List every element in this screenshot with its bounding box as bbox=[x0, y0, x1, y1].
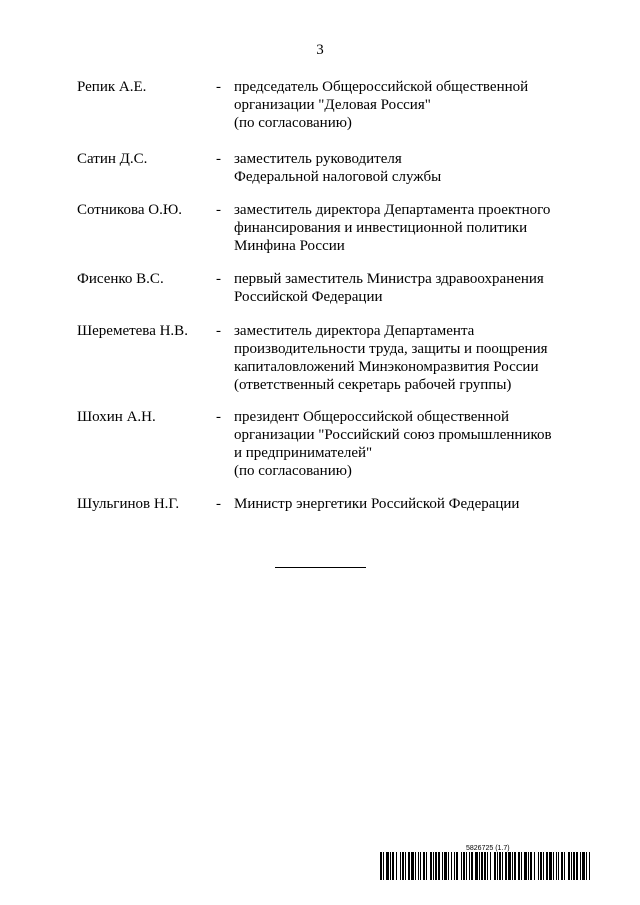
member-name: Репик А.Е. bbox=[77, 79, 147, 95]
page-number: 3 bbox=[316, 42, 324, 58]
member-entry bbox=[77, 201, 597, 270]
member-name: Сотникова О.Ю. bbox=[77, 202, 182, 218]
member-dash: - bbox=[216, 271, 221, 287]
member-entry bbox=[77, 78, 597, 150]
member-name: Шереметева Н.В. bbox=[77, 323, 188, 339]
member-role: президент Общероссийской общественной организации "Российский союз промышленников и предпринимателей" (по согласованию) bbox=[234, 409, 552, 479]
member-name: Фисенко В.С. bbox=[77, 271, 164, 287]
member-role: заместитель руководителя Федеральной налоговой службы bbox=[234, 151, 442, 185]
member-role: заместитель директора Департамента производительности труда, защиты и поощрения капиталовложений Минэкономразвития России (ответственный секретарь рабочей группы) bbox=[234, 323, 548, 393]
member-entry bbox=[77, 408, 597, 495]
separator-line bbox=[275, 567, 366, 568]
member-entry bbox=[77, 150, 597, 201]
member-dash: - bbox=[216, 496, 221, 512]
member-entry bbox=[77, 270, 597, 322]
member-role: заместитель директора Департамента проектного финансирования и инвестиционной политики Минфина России bbox=[234, 202, 551, 254]
member-dash: - bbox=[216, 323, 221, 339]
member-role: председатель Общероссийской общественной организации "Деловая Россия" (по согласованию) bbox=[234, 79, 529, 131]
member-dash: - bbox=[216, 79, 221, 95]
member-name: Сатин Д.С. bbox=[77, 151, 148, 167]
member-dash: - bbox=[216, 409, 221, 425]
member-entry bbox=[77, 495, 597, 515]
member-name: Шульгинов Н.Г. bbox=[77, 496, 180, 512]
member-role: Министр энергетики Российской Федерации bbox=[234, 496, 520, 512]
member-role: первый заместитель Министра здравоохранения Российской Федерации bbox=[234, 271, 544, 305]
member-dash: - bbox=[216, 151, 221, 167]
document-code: 5826725 (1.7) bbox=[466, 845, 510, 852]
member-dash: - bbox=[216, 202, 221, 218]
member-entry bbox=[77, 322, 597, 408]
barcode bbox=[380, 852, 592, 880]
member-name: Шохин А.Н. bbox=[77, 409, 156, 425]
member-list bbox=[77, 78, 597, 515]
